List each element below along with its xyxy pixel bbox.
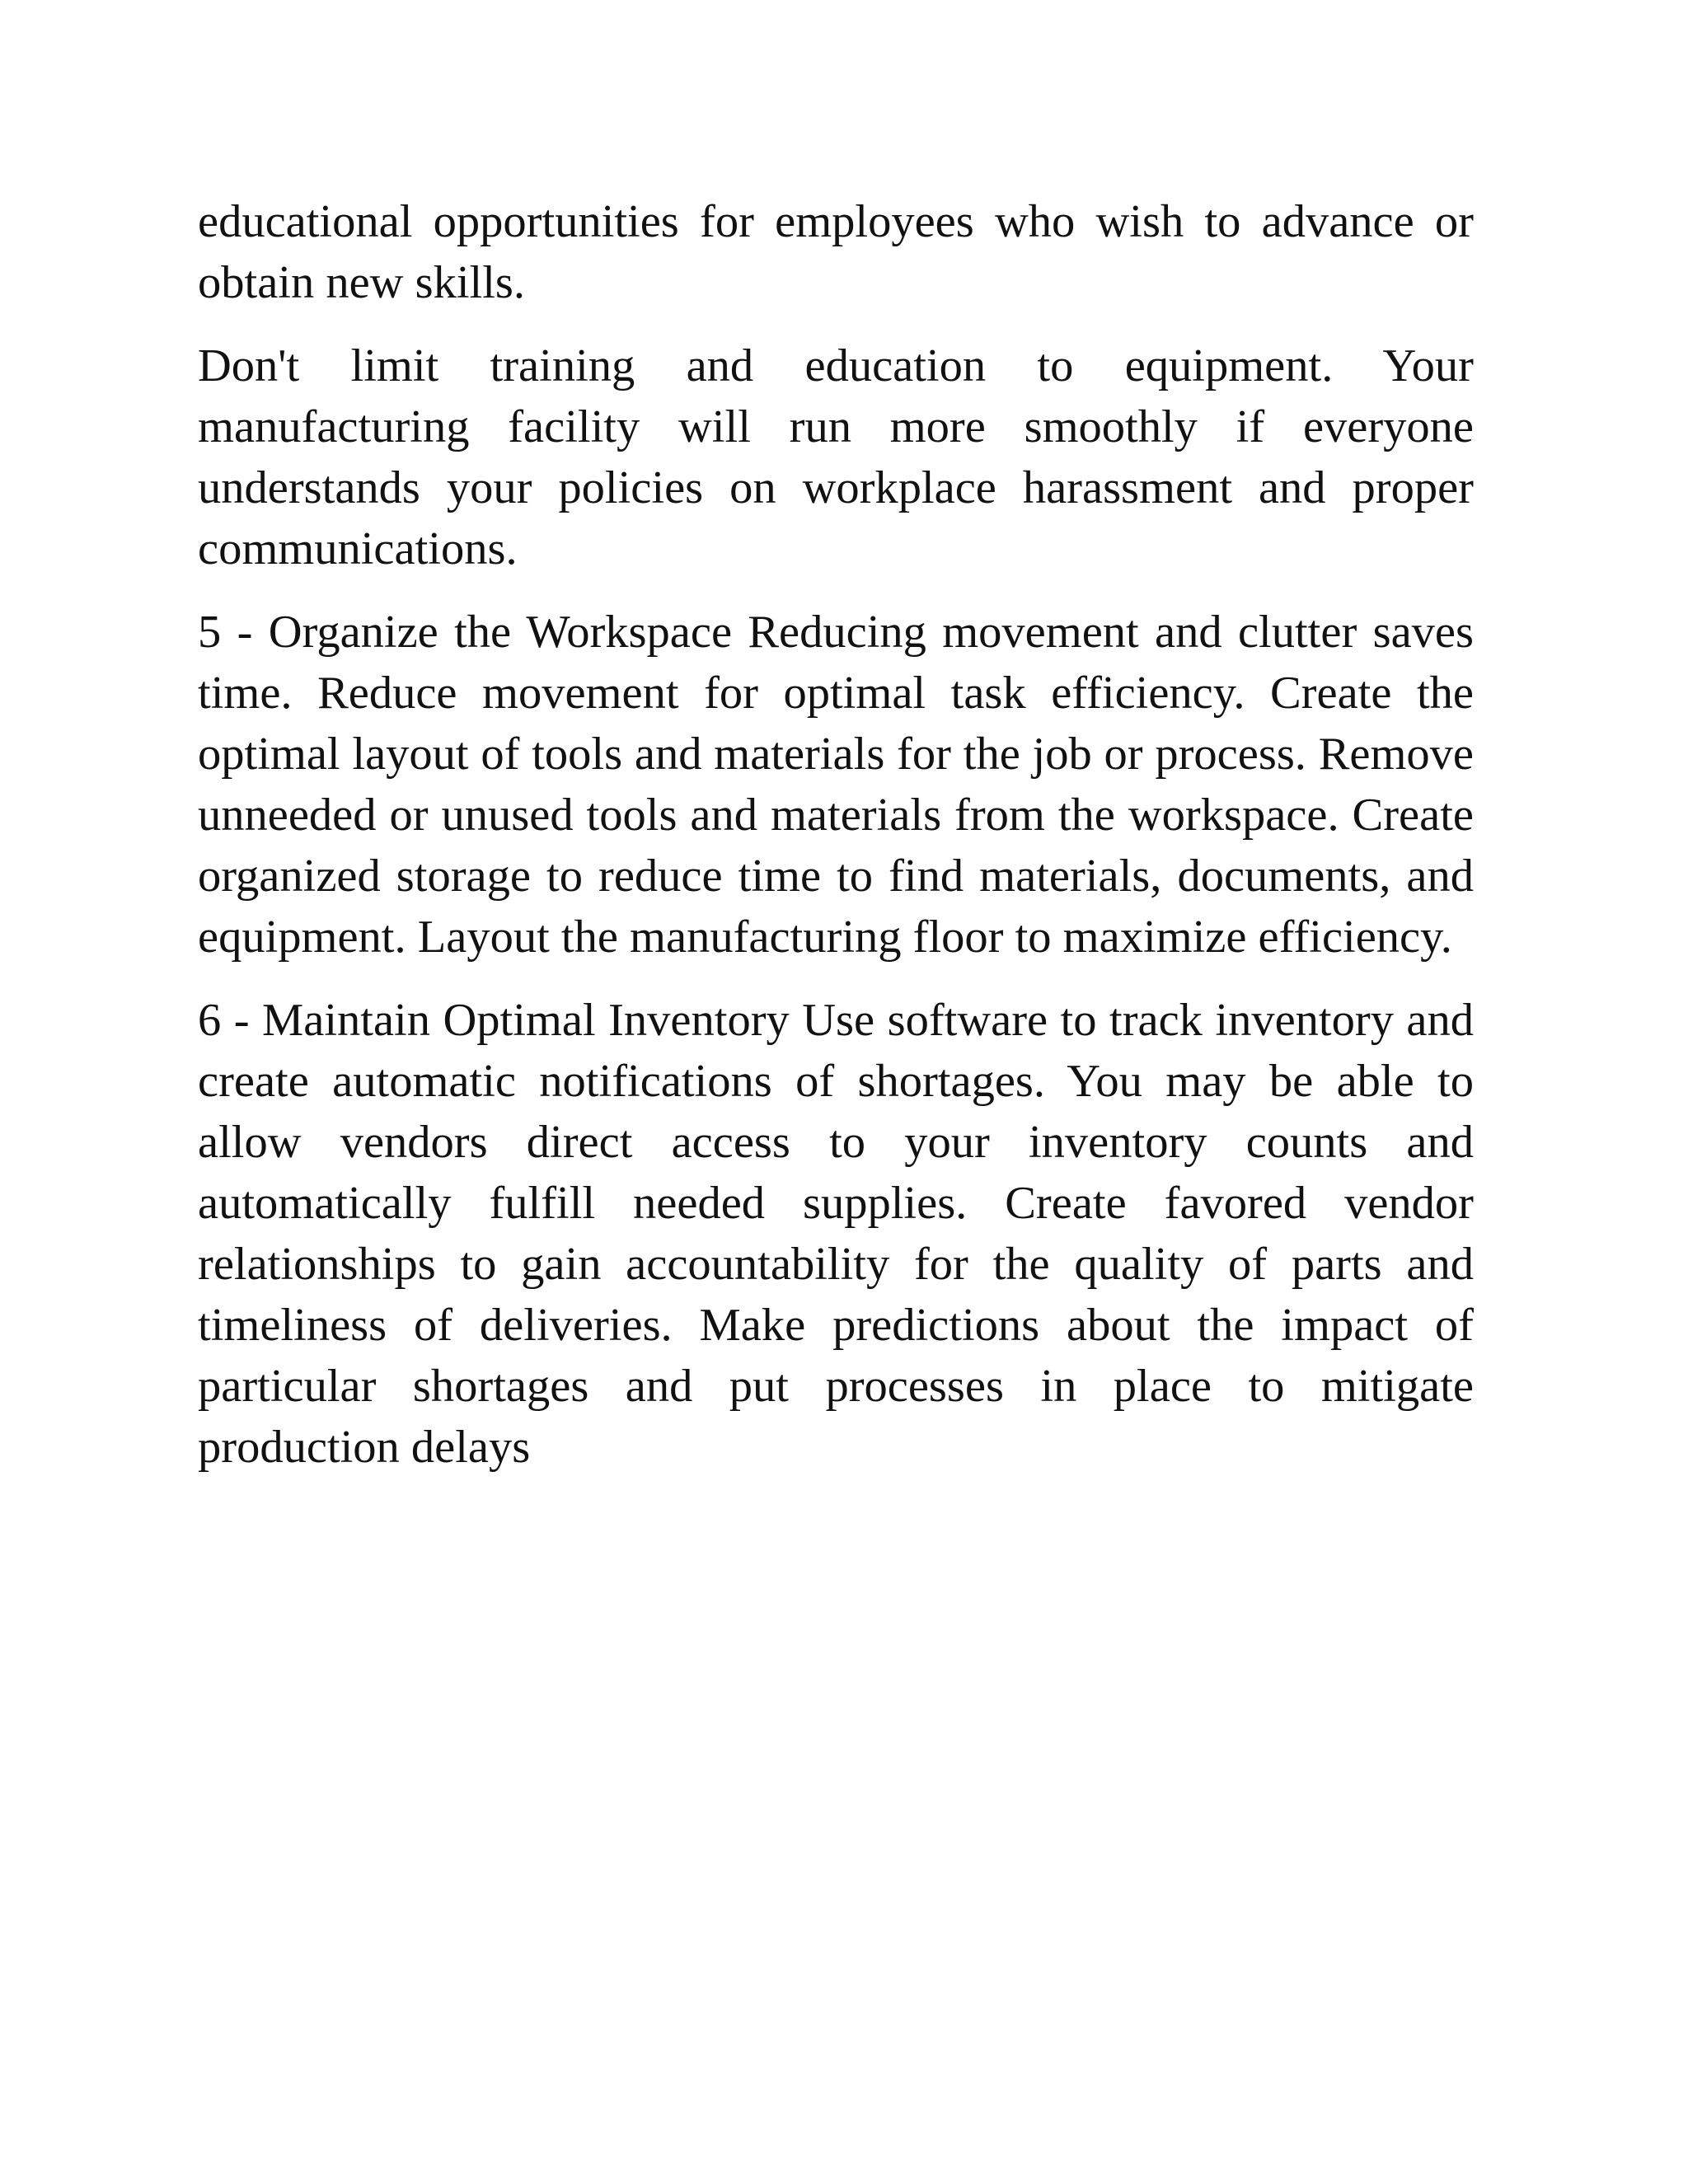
paragraph-organize-workspace: 5 - Organize the Workspace Reducing movement and clutter saves time. Reduce movement for optimal task efficiency. Create the optimal layout of tools and materials for the job or process. Remove unneeded or unused tools and materials from the workspace. Create organized storage to reduce time to find materials, documents, and equipment. Layout the manufacturing floor to maximize efficiency. (198, 607, 1474, 963)
paragraph-training-policies: Don't limit training and education to equipment. Your manufacturing facility will run more smoothly if everyone understands your policies on workplace harassment and proper communications. (198, 340, 1474, 574)
paragraph-education-continuation: educational opportunities for employees who wish to advance or obtain new skills. (198, 196, 1474, 308)
body-text (198, 191, 1474, 1500)
paragraph-maintain-inventory: 6 - Maintain Optimal Inventory Use software to track inventory and create automatic notifications of shortages. You may be able to allow vendors direct access to your inventory counts and automatically fulfill needed supplies. Create favored vendor relationships to gain accountability for the quality of parts and timeliness of deliveries. Make predictions about the impact of particular shortages and put processes in place to mitigate production delays (198, 995, 1474, 1473)
